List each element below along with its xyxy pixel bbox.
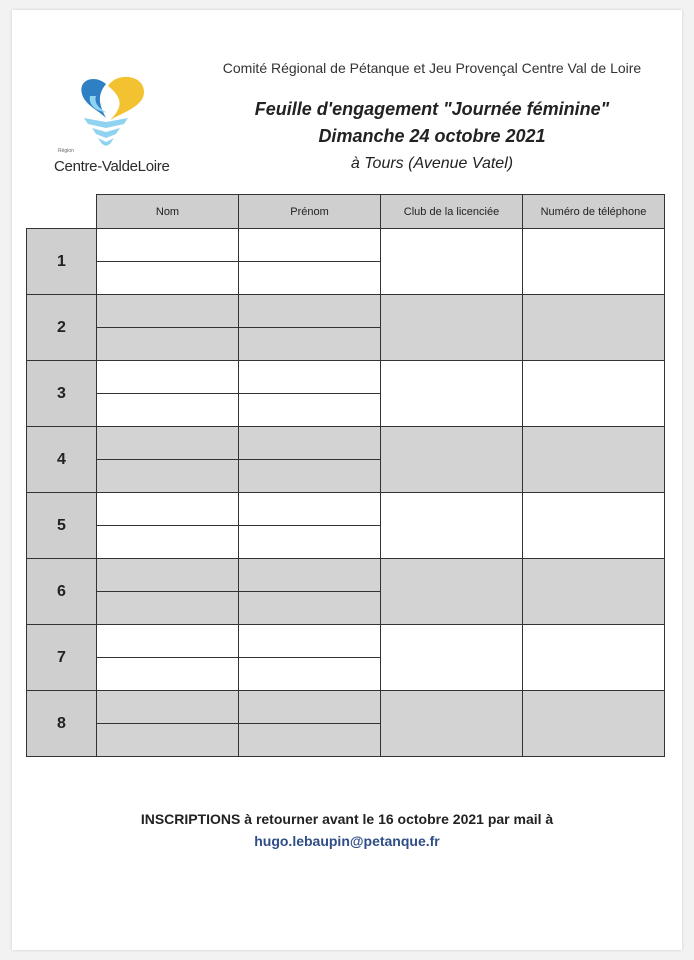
document-title [202,96,662,178]
phone-cell[interactable] [523,229,665,295]
row-number: 5 [27,493,97,559]
prenom-cell[interactable] [239,691,381,724]
nom-cell[interactable] [97,460,239,493]
table-row [27,625,665,658]
club-cell[interactable] [381,691,523,757]
column-header-nom: Nom [97,195,239,229]
nom-cell[interactable] [97,625,239,658]
row-number: 2 [27,295,97,361]
nom-cell[interactable] [97,295,239,328]
nom-cell[interactable] [97,328,239,361]
table-header-row [27,195,665,229]
nom-cell[interactable] [97,526,239,559]
phone-cell[interactable] [523,361,665,427]
document-page [12,10,682,950]
row-number: 1 [27,229,97,295]
nom-cell[interactable] [97,691,239,724]
prenom-cell[interactable] [239,262,381,295]
club-cell[interactable] [381,559,523,625]
nom-cell[interactable] [97,427,239,460]
nom-cell[interactable] [97,493,239,526]
row-number: 4 [27,427,97,493]
table-row [27,691,665,724]
heart-logo-icon [76,72,156,152]
footer-instructions [26,808,668,852]
phone-cell[interactable] [523,493,665,559]
column-header-phone: Numéro de téléphone [523,195,665,229]
prenom-cell[interactable] [239,229,381,262]
phone-cell[interactable] [523,295,665,361]
table-row [27,229,665,262]
title-line-1: Feuille d'engagement "Journée féminine" [254,99,610,119]
column-header-prenom: Prénom [239,195,381,229]
nom-cell[interactable] [97,361,239,394]
table-row [27,427,665,460]
title-line-2: Dimanche 24 octobre 2021 [318,126,546,146]
logo-text: Centre-ValdeLoire [54,158,170,175]
club-cell[interactable] [381,625,523,691]
row-number: 6 [27,559,97,625]
column-header-club: Club de la licenciée [381,195,523,229]
table-row [27,493,665,526]
title-line-3: à Tours (Avenue Vatel) [350,155,514,172]
row-number: 8 [27,691,97,757]
logo-region-label: Région [58,148,74,154]
club-cell[interactable] [381,493,523,559]
prenom-cell[interactable] [239,526,381,559]
organization-name: Comité Régional de Pétanque et Jeu Provençal Centre Val de Loire [222,60,642,76]
registration-table [26,194,665,757]
table-row [27,361,665,394]
prenom-cell[interactable] [239,658,381,691]
prenom-cell[interactable] [239,559,381,592]
prenom-cell[interactable] [239,295,381,328]
club-cell[interactable] [381,295,523,361]
nom-cell[interactable] [97,394,239,427]
table-row [27,295,665,328]
phone-cell[interactable] [523,625,665,691]
table-row [27,559,665,592]
nom-cell[interactable] [97,592,239,625]
club-cell[interactable] [381,229,523,295]
row-number: 3 [27,361,97,427]
nom-cell[interactable] [97,724,239,757]
club-cell[interactable] [381,427,523,493]
phone-cell[interactable] [523,559,665,625]
footer-email-link[interactable]: hugo.lebaupin@petanque.fr [254,833,440,849]
prenom-cell[interactable] [239,625,381,658]
prenom-cell[interactable] [239,493,381,526]
prenom-cell[interactable] [239,328,381,361]
nom-cell[interactable] [97,229,239,262]
nom-cell[interactable] [97,658,239,691]
prenom-cell[interactable] [239,460,381,493]
prenom-cell[interactable] [239,592,381,625]
prenom-cell[interactable] [239,724,381,757]
nom-cell[interactable] [97,262,239,295]
table-corner [27,195,97,229]
club-cell[interactable] [381,361,523,427]
region-logo [52,72,182,182]
phone-cell[interactable] [523,691,665,757]
phone-cell[interactable] [523,427,665,493]
row-number: 7 [27,625,97,691]
footer-instruction-text: INSCRIPTIONS à retourner avant le 16 octobre 2021 par mail à [140,811,554,827]
prenom-cell[interactable] [239,361,381,394]
prenom-cell[interactable] [239,394,381,427]
nom-cell[interactable] [97,559,239,592]
prenom-cell[interactable] [239,427,381,460]
